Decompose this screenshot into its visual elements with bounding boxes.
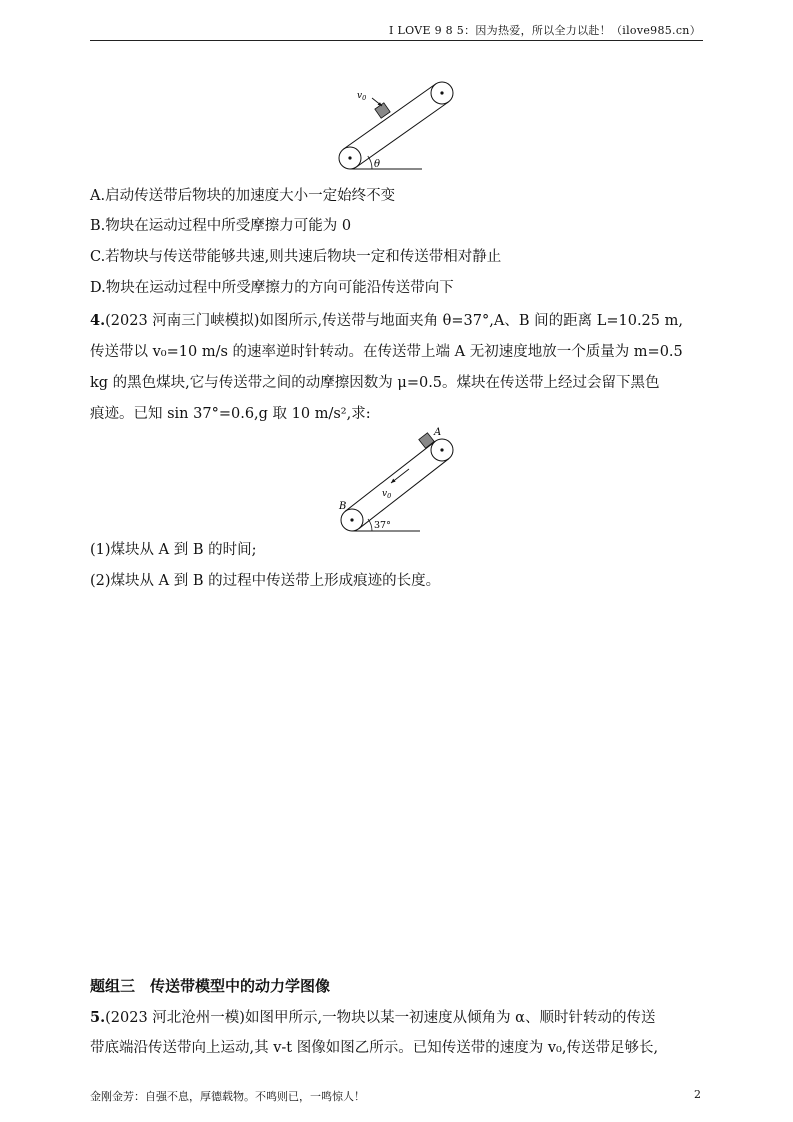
q4-line-3: kg 的黑色煤块,它与传送带之间的动摩擦因数为 μ=0.5。煤块在传送带上经过会留下黑色 [90,375,660,391]
v0-label-2: $v_0$ [382,489,392,500]
angle-label: θ [374,159,381,170]
block [375,103,390,118]
q5-line-1: 5.(2023 河北沧州一模)如图甲所示,一物块以某一初速度从倾角为 α、顺时针转动的传送 [90,1009,656,1026]
v0-arrowhead-2 [391,479,396,483]
option-c: C.若物块与传送带能够共速,则共速后物块一定和传送带相对静止 [90,249,502,265]
pulley-b-center [350,518,353,521]
header-rule [90,40,703,41]
pulley-a-center [440,448,443,451]
q4-line-2: 传送带以 v₀=10 m/s 的速率逆时针转动。在传送带上端 A 无初速度地放一个质量为 m=0.5 [90,344,683,360]
conveyor-figure-2 [332,425,467,533]
q4-line-4: 痕迹。已知 sin 37°=0.6,g 取 10 m/s²,求: [90,406,371,422]
footer-motto: 金刚金芳：自强不息，厚德载物。不鸣则已，一鸣惊人！ [90,1090,365,1103]
option-a: A.启动传送带后物块的加速度大小一定始终不变 [90,188,396,204]
label-b: B [339,501,347,512]
section-title: 题组三 传送带模型中的动力学图像 [90,977,331,995]
v0-label: $v_0$ [357,91,367,102]
q4-number: 4. [90,312,106,329]
conveyor-belt-2 [341,439,453,531]
q5-line-2: 带底端沿传送带向上运动,其 v-t 图像如图乙所示。已知传送带的速度为 v₀,传送带足够长, [90,1040,659,1056]
conveyor-figure-1 [330,72,465,177]
q4-subquestion-1: (1)煤块从 A 到 B 的时间; [90,542,257,558]
page-header: I LOVE 9 8 5：因为热爱，所以全力以赴！（ilove985.cn） [389,24,701,37]
angle-label-2: 37° [374,520,391,531]
option-b: B.物块在运动过程中所受摩擦力可能为 0 [90,218,352,234]
q5-number: 5. [90,1009,106,1026]
label-a: A [434,427,442,438]
q4-line-1: 4.(2023 河南三门峡模拟)如图所示,传送带与地面夹角 θ=37°,A、B 间的距离 L=10.25 m, [90,312,683,329]
option-d: D.物块在运动过程中所受摩擦力的方向可能沿传送带向下 [90,280,454,296]
q4-subquestion-2: (2)煤块从 A 到 B 的过程中传送带上形成痕迹的长度。 [90,573,441,589]
lower-pulley-center [348,156,351,159]
upper-pulley-center [440,91,443,94]
page-number: 2 [694,1088,701,1101]
